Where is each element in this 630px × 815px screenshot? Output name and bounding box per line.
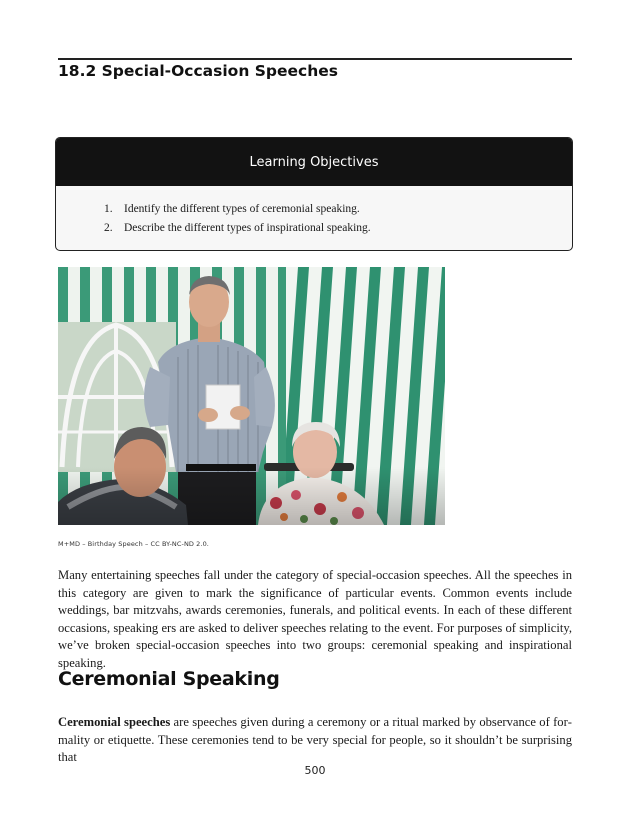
list-item-number: 1. (104, 203, 113, 215)
learning-objectives-list (56, 200, 572, 238)
birthday-speech-photo (58, 267, 445, 525)
learning-objectives-box (55, 137, 573, 251)
figure-caption: M+MD – Birthday Speech – CC BY-NC-ND 2.0. (58, 540, 209, 548)
paragraph-2-text: are speeches given during a ceremony or a ritual marked by observance of formality or etiquette. These ceremonies tend to be very special for people, so it shouldn’t be surprising that (58, 715, 572, 765)
list-item (104, 219, 572, 238)
ceremonial-speaking-heading: Ceremonial Speaking (58, 668, 280, 690)
list-item-number: 2. (104, 222, 113, 234)
list-item-text: Identify the different types of ceremonial speaking. (124, 203, 360, 215)
page-number: 500 (304, 764, 326, 777)
learning-objectives-header: Learning Objectives (56, 138, 572, 186)
top-rule (58, 58, 572, 60)
body-paragraph-2 (58, 714, 572, 767)
term-ceremonial-speeches: Ceremonial speeches (58, 715, 171, 729)
list-item-text: Describe the different types of inspirational speaking. (124, 222, 371, 234)
section-title: 18.2 Special-Occasion Speeches (58, 62, 338, 80)
list-item (104, 200, 572, 219)
body-paragraph-1: Many entertaining speeches fall under the category of special-occasion speeches. All the speeches in this category are given to mark the significance of particular events. Common events include weddings, bar mitzvahs, awards ceremonies, funerals, and political events. In each of these different occasions, speaking ers are asked to deliver speeches relating to the event. For purposes of simplicity, we’ve broken special-occasion speeches into two groups: ceremonial speaking and inspirational speaking. (58, 568, 572, 670)
